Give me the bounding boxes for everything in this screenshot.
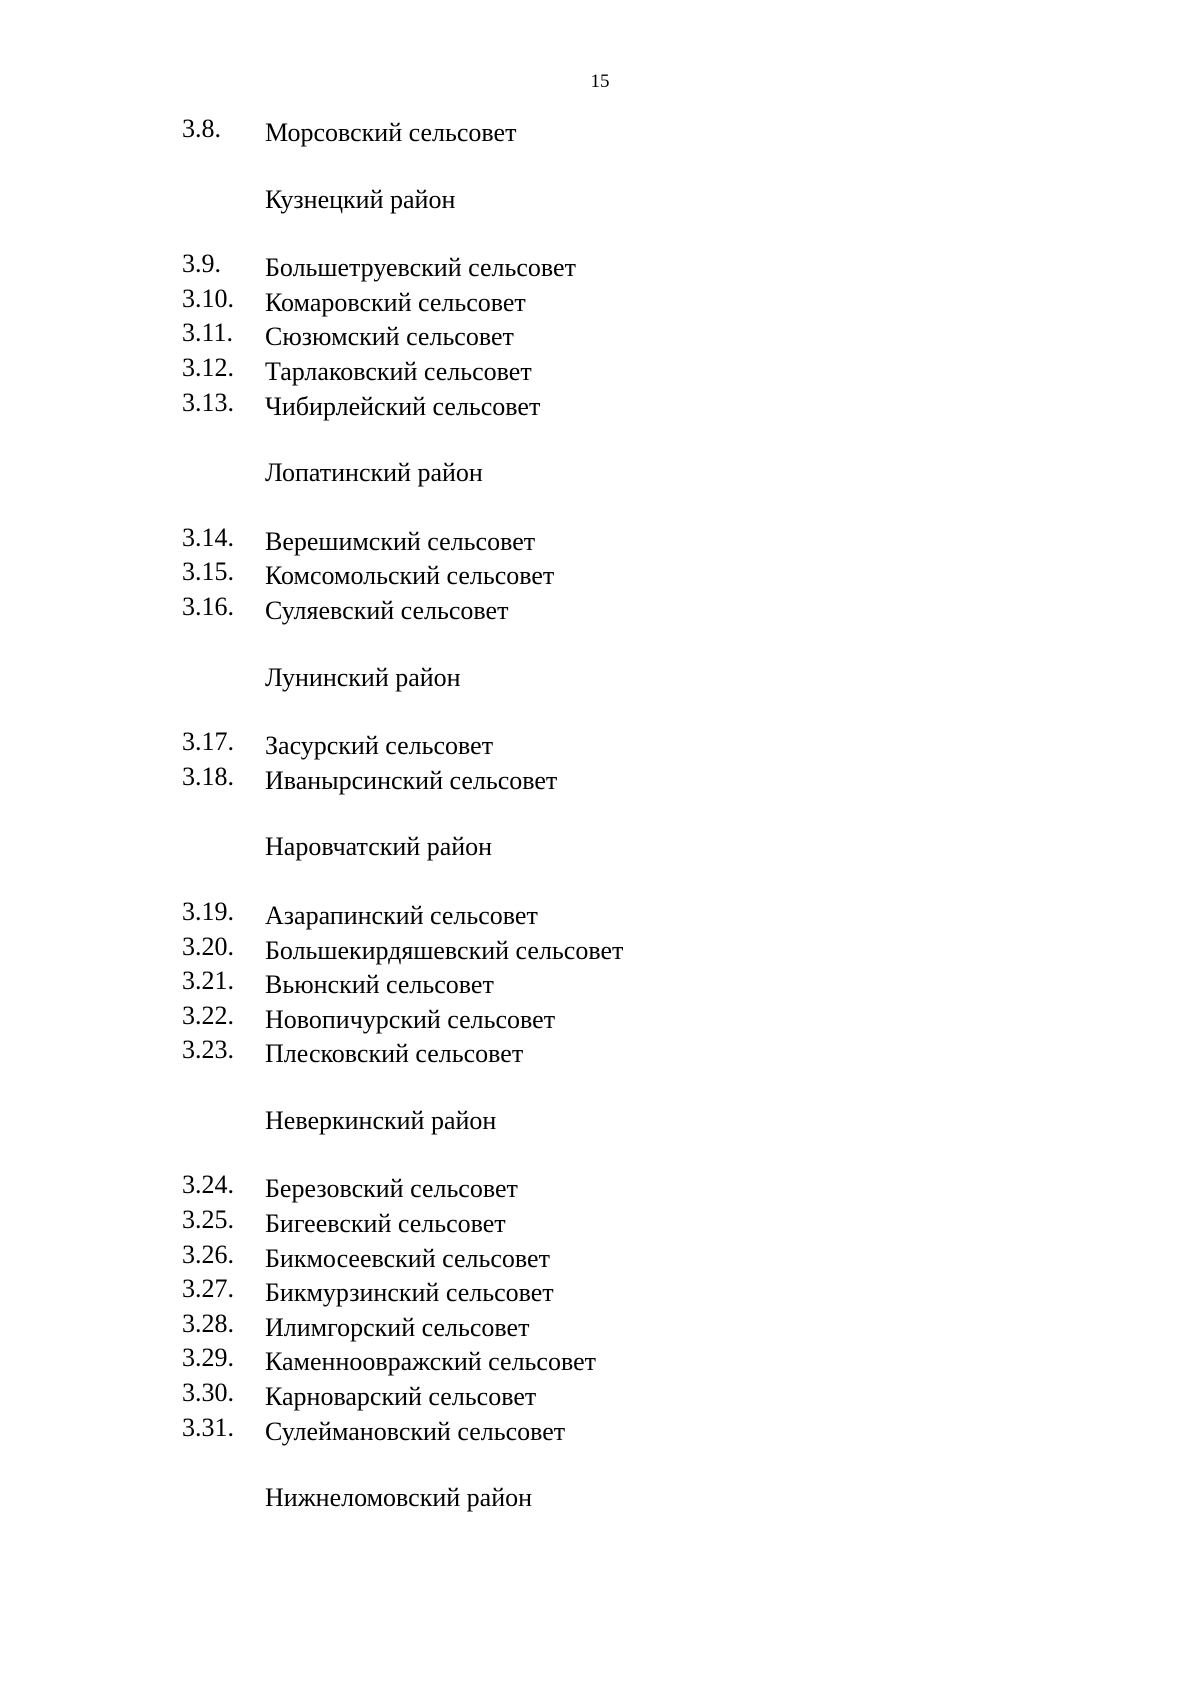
item-number: 3.27. <box>182 1274 234 1304</box>
item-number: 3.8. <box>182 114 221 143</box>
district-heading: Лунинский район <box>265 662 461 692</box>
item-name: Новопичурский сельсовет <box>265 1004 556 1034</box>
item-name: Березовский сельсовет <box>265 1174 518 1204</box>
item-number: 3.30. <box>182 1378 234 1408</box>
item-name: Большекирдяшевский сельсовет <box>265 935 624 965</box>
section <box>0 456 1200 628</box>
item-number: 3.22. <box>182 1000 234 1030</box>
list-item <box>0 1239 1200 1277</box>
item-name: Бикмосеевский сельсовет <box>265 1243 550 1273</box>
item-number: 3.10. <box>182 283 234 313</box>
list-item <box>0 283 1200 321</box>
list-item <box>0 761 1200 799</box>
section <box>0 1481 1200 1516</box>
item-name: Каменнооврaжский сельсовет <box>265 1347 596 1377</box>
item-name: Азарапинский сельсовет <box>265 900 538 930</box>
item-name: Бигеевский сельсовет <box>265 1209 506 1239</box>
item-name: Бикмурзинский сельсовет <box>265 1278 554 1308</box>
district-heading: Нижнеломовский район <box>265 1483 533 1513</box>
item-number: 3.15. <box>182 557 234 587</box>
item-name: Плесковский сельсовет <box>265 1039 524 1069</box>
item-number: 3.19. <box>182 896 234 926</box>
list-item <box>0 591 1200 629</box>
list-item <box>0 729 1200 764</box>
section <box>0 183 1200 425</box>
list-item <box>0 320 1200 355</box>
item-number: 3.9. <box>182 249 221 279</box>
list-item <box>0 1412 1200 1450</box>
item-name: Большетруевский сельсовет <box>265 253 576 283</box>
document-body <box>0 116 1200 1516</box>
district-heading: Неверкинский район <box>265 1105 497 1135</box>
list-item <box>0 522 1200 560</box>
section <box>0 116 1200 151</box>
list-item <box>0 1345 1200 1380</box>
item-number: 3.13. <box>182 387 234 417</box>
item-number: 3.12. <box>182 352 234 382</box>
item-name: Засурский сельсовет <box>265 731 494 761</box>
list-item <box>0 1380 1200 1415</box>
item-number: 3.25. <box>182 1205 234 1235</box>
item-name: Вьюнский сельсовет <box>265 970 494 1000</box>
page-number: 15 <box>590 71 610 92</box>
item-name: Комсомольский сельсовет <box>265 561 555 591</box>
item-number: 3.23. <box>182 1035 234 1065</box>
list-item <box>0 1308 1200 1346</box>
section <box>0 830 1200 1072</box>
item-name: Комаровский сельсовет <box>265 287 526 317</box>
item-name: Иванырсинский сельсовет <box>265 765 558 795</box>
item-number: 3.11. <box>182 318 234 348</box>
list-item <box>0 931 1200 969</box>
list-item <box>0 1207 1200 1242</box>
list-item <box>0 352 1200 390</box>
item-name: Верешимский сельсовет <box>265 526 536 556</box>
item-name: Карноварский сельсовет <box>265 1382 537 1412</box>
item-number: 3.21. <box>182 966 234 996</box>
list-item <box>0 251 1200 286</box>
item-number: 3.20. <box>182 931 234 961</box>
item-number: 3.29. <box>182 1343 234 1373</box>
list-item <box>0 559 1200 594</box>
item-name: Тарлаковский сельсовет <box>265 356 532 386</box>
list-item <box>0 116 1200 151</box>
item-number: 3.17. <box>182 727 234 757</box>
list-item <box>0 387 1200 425</box>
list-item <box>0 968 1200 1003</box>
district-heading: Наровчатский район <box>265 832 493 862</box>
item-number: 3.28. <box>182 1308 234 1338</box>
item-number: 3.16. <box>182 591 234 621</box>
list-item <box>0 1000 1200 1038</box>
district-heading: Кузнецкий район <box>265 184 456 214</box>
item-number: 3.14. <box>182 522 234 552</box>
item-name: Сулеймановский сельсовет <box>265 1416 566 1446</box>
district-heading: Лопатинский район <box>265 458 483 488</box>
item-number: 3.18. <box>182 761 234 791</box>
item-number: 3.31. <box>182 1412 234 1442</box>
section <box>0 1104 1200 1449</box>
item-number: 3.26. <box>182 1239 234 1269</box>
item-name: Суляевский сельсовет <box>265 595 509 625</box>
list-item <box>0 1172 1200 1207</box>
list-item <box>0 1276 1200 1311</box>
item-name: Чибирлейский сельсовет <box>265 391 541 421</box>
item-name: Морсовский сельсовет <box>265 118 517 147</box>
section <box>0 661 1200 799</box>
item-name: Сюзюмский сельсовет <box>265 322 514 352</box>
item-number: 3.24. <box>182 1170 234 1200</box>
item-name: Илимгорский сельсовет <box>265 1312 530 1342</box>
list-item <box>0 1037 1200 1072</box>
list-item <box>0 896 1200 934</box>
